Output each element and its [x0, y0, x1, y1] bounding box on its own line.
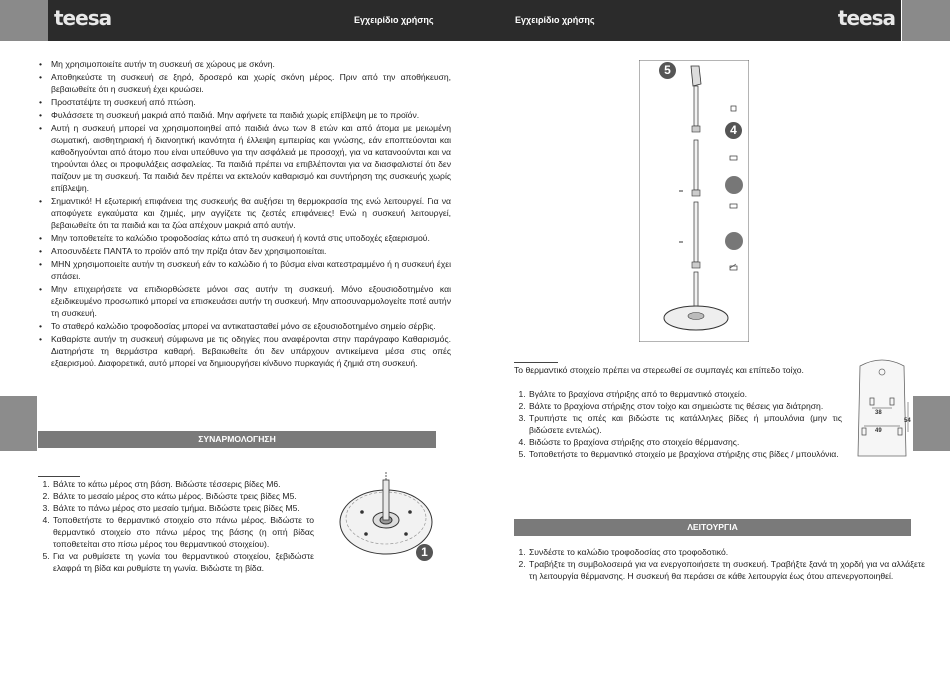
page-edge-tab-left — [0, 396, 37, 451]
dimension-38: 38 — [875, 410, 882, 416]
safety-list-item: • Αυτή η συσκευή μπορεί να χρησιμοποιηθεί από παιδιά άνω των 8 ετών και από άτομα με μειωμένη σωματική, αισθητηριακή ή διανοητική ικανότητα ή έλλειψη εμπειρίας και γνώσης, εάν εποπτεύονται και καθοδηγούνται από άτομο που είναι υπεύθυνο για την ασφάλειά με προσοχή, για να κατανοούνται και να τηρούνται όλες οι προφυλάξεις ασφαλείας. Τα παιδιά πρέπει να επιβλέπονται για να διασφαλιστεί ότι δεν παίζουν με τη συσκευή. Τα παιδιά δεν πρέπει να εκτελούν καθαρισμό και συντήρηση της συσκευής χωρίς επίβλεψη. — [51, 122, 451, 194]
header-title-right: Εγχειρίδιο χρήσης — [515, 15, 595, 25]
wall-mount-step: 4. Βιδώστε το βραχίονα στήριξης στο στοιχείο θέρμανσης. — [528, 436, 842, 448]
operation-steps — [514, 546, 925, 582]
page-edge-tab-right — [913, 396, 950, 451]
header-left-corner — [0, 0, 48, 41]
brand-logo-left: teesa — [54, 6, 112, 30]
callout-badge-4: 4 — [725, 122, 742, 139]
assembly-step: 4. Τοποθετήστε το θερμαντικό στοιχείο στο πάνω μέρος. Βιδώστε το θερμαντικό στοιχείο στο πάνω μέρος της βάσης (η οπή βίδας τοποθετείται στο πίσω μέρος του θερμαντικού στοιχείου). — [52, 514, 314, 550]
callout-badge-5: 5 — [659, 62, 676, 79]
safety-list-item: • ΜΗΝ χρησιμοποιείτε αυτήν τη συσκευή εάν το καλώδιο ή το βύσμα είναι κατεστραμμένο ή η συσκευή έχει σπάσει. — [51, 258, 451, 282]
assembly-steps — [38, 478, 314, 574]
wall-mount-steps — [514, 388, 842, 460]
assembly-divider — [38, 476, 80, 477]
wall-mount-step: 2. Βάλτε το βραχίονα στήριξης στον τοίχο και σημειώστε τις θέσεις για διάτρηση. — [528, 400, 842, 412]
wall-bracket-figure — [848, 358, 916, 464]
header-right-corner — [902, 0, 950, 41]
page-header — [48, 0, 901, 41]
safety-list-item: • Μην επιχειρήσετε να επιδιορθώσετε μόνοι σας αυτήν τη συσκευή. Μόνο εξουσιοδοτημένο και εξειδικευμένο προσωπικό μπορεί να επισκευάσει αυτήν τη συσκευή. Μην αποσυναρμολογείτε ποτέ αυτήν τη συσκευή. — [51, 283, 451, 319]
wall-mount-intro: Το θερμαντικό στοιχείο πρέπει να στερεωθεί σε συμπαγές και επίπεδο τοίχο. — [514, 365, 804, 375]
wall-mount-divider — [514, 362, 558, 363]
wall-mount-step: 3. Τρυπήστε τις οπές και βιδώστε τις κατάλληλες βίδες ή μπουλόνια (μην τις βιδώσετε εντελώς). — [528, 412, 842, 436]
operation-heading: ΛΕΙΤΟΥΡΓΙΑ — [514, 519, 911, 536]
safety-list-item: • Φυλάσσετε τη συσκευή μακριά από παιδιά. Μην αφήνετε τα παιδιά χωρίς επίβλεψη με το προϊόν. — [51, 109, 451, 121]
wall-mount-step: 5. Τοποθετήστε το θερμαντικό στοιχείο με βραχίονα στήριξης στις βίδες / μπουλόνια. — [528, 448, 842, 460]
header-title-left: Εγχειρίδιο χρήσης — [354, 15, 434, 25]
safety-list-item: • Προστατέψτε τη συσκευή από πτώση. — [51, 96, 451, 108]
assembly-step: 3. Βάλτε το πάνω μέρος στο μεσαίο τμήμα. Βιδώστε τρεις βίδες M5. — [52, 502, 314, 514]
assembly-heading: ΣΥΝΑΡΜΟΛΟΓΗΣΗ — [38, 431, 436, 448]
safety-list — [38, 58, 451, 370]
safety-list-item: • Καθαρίστε αυτήν τη συσκευή σύμφωνα με τις οδηγίες που αναφέρονται στην παράγραφο Καθαρισμός. Διατηρήστε τη θερμάστρα καθαρή. Βεβαιωθείτε ότι δεν υπάρχουν αντικείμενα μέσα στις οπές εξαερισμού. Διαφορετικά, αυτό μπορεί να δημιουργήσει κίνδυνο πυρκαγιάς ή ζημιά στη συσκευή. — [51, 333, 451, 369]
assembly-step: 5. Για να ρυθμίσετε τη γωνία του θερμαντικού στοιχείου, ξεβιδώστε ελαφρά τη βίδα και ρυθμίστε τη γωνία. Βιδώστε τη βίδα. — [52, 550, 314, 574]
wall-mount-step: 1. Βγάλτε το βραχίονα στήριξης από το θερμαντικό στοιχείο. — [528, 388, 842, 400]
dimension-49: 49 — [875, 428, 882, 434]
assembly-step: 2. Βάλτε το μεσαίο μέρος στο κάτω μέρος. Βιδώστε τρεις βίδες M5. — [52, 490, 314, 502]
safety-list-item: • Μη χρησιμοποιείτε αυτήν τη συσκευή σε χώρους με σκόνη. — [51, 58, 451, 70]
safety-list-item: • Το σταθερό καλώδιο τροφοδοσίας μπορεί να αντικατασταθεί μόνο σε εξουσιοδοτημένο σημείο σέρβις. — [51, 320, 451, 332]
operation-step: 2. Τραβήξτε τη συμβολοσειρά για να ενεργοποιήσετε τη συσκευή. Τραβήξτε ξανά τη χορδή για να αλλάξετε τη λειτουργία θέρμανσης. Η συσκευή θα περάσει σε κάθε λειτουργία έως ότου απενεργοποιηθεί. — [528, 558, 925, 582]
dimension-54: 54 — [904, 418, 911, 424]
safety-list-item: • Σημαντικό! Η εξωτερική επιφάνεια της συσκευής θα αυξήσει τη θερμοκρασία της ενώ λειτουργεί. Για να αποφύγετε εγκαύματα και ζημιές, μην αγγίζετε τις ζεστές επιφάνειες! Ενώ η συσκευή λειτουργεί, βεβαιωθείτε ότι τα παιδιά και τα ζώα απέχουν μακριά από αυτήν. — [51, 195, 451, 231]
figure-number-badge: 1 — [416, 544, 433, 561]
stand-assembly-figure — [639, 60, 749, 342]
brand-logo-right: teesa — [837, 6, 895, 30]
operation-step: 1. Συνδέστε το καλώδιο τροφοδοσίας στο τροφοδοτικό. — [528, 546, 925, 558]
assembly-step: 1. Βάλτε το κάτω μέρος στη βάση. Βιδώστε τέσσερις βίδες M6. — [52, 478, 314, 490]
safety-list-item: • Μην τοποθετείτε το καλώδιο τροφοδοσίας κάτω από τη συσκευή ή κοντά στις υποδοχές εξαερισμού. — [51, 232, 451, 244]
safety-list-item: • Αποθηκεύστε τη συσκευή σε ξηρό, δροσερό και χωρίς σκόνη μέρος. Πριν από την αποθήκευση, βεβαιωθείτε ότι η συσκευή έχει κρυώσει. — [51, 71, 451, 95]
safety-list-item: • Αποσυνδέετε ΠΑΝΤΑ το προϊόν από την πρίζα όταν δεν χρησιμοποιείται. — [51, 245, 451, 257]
